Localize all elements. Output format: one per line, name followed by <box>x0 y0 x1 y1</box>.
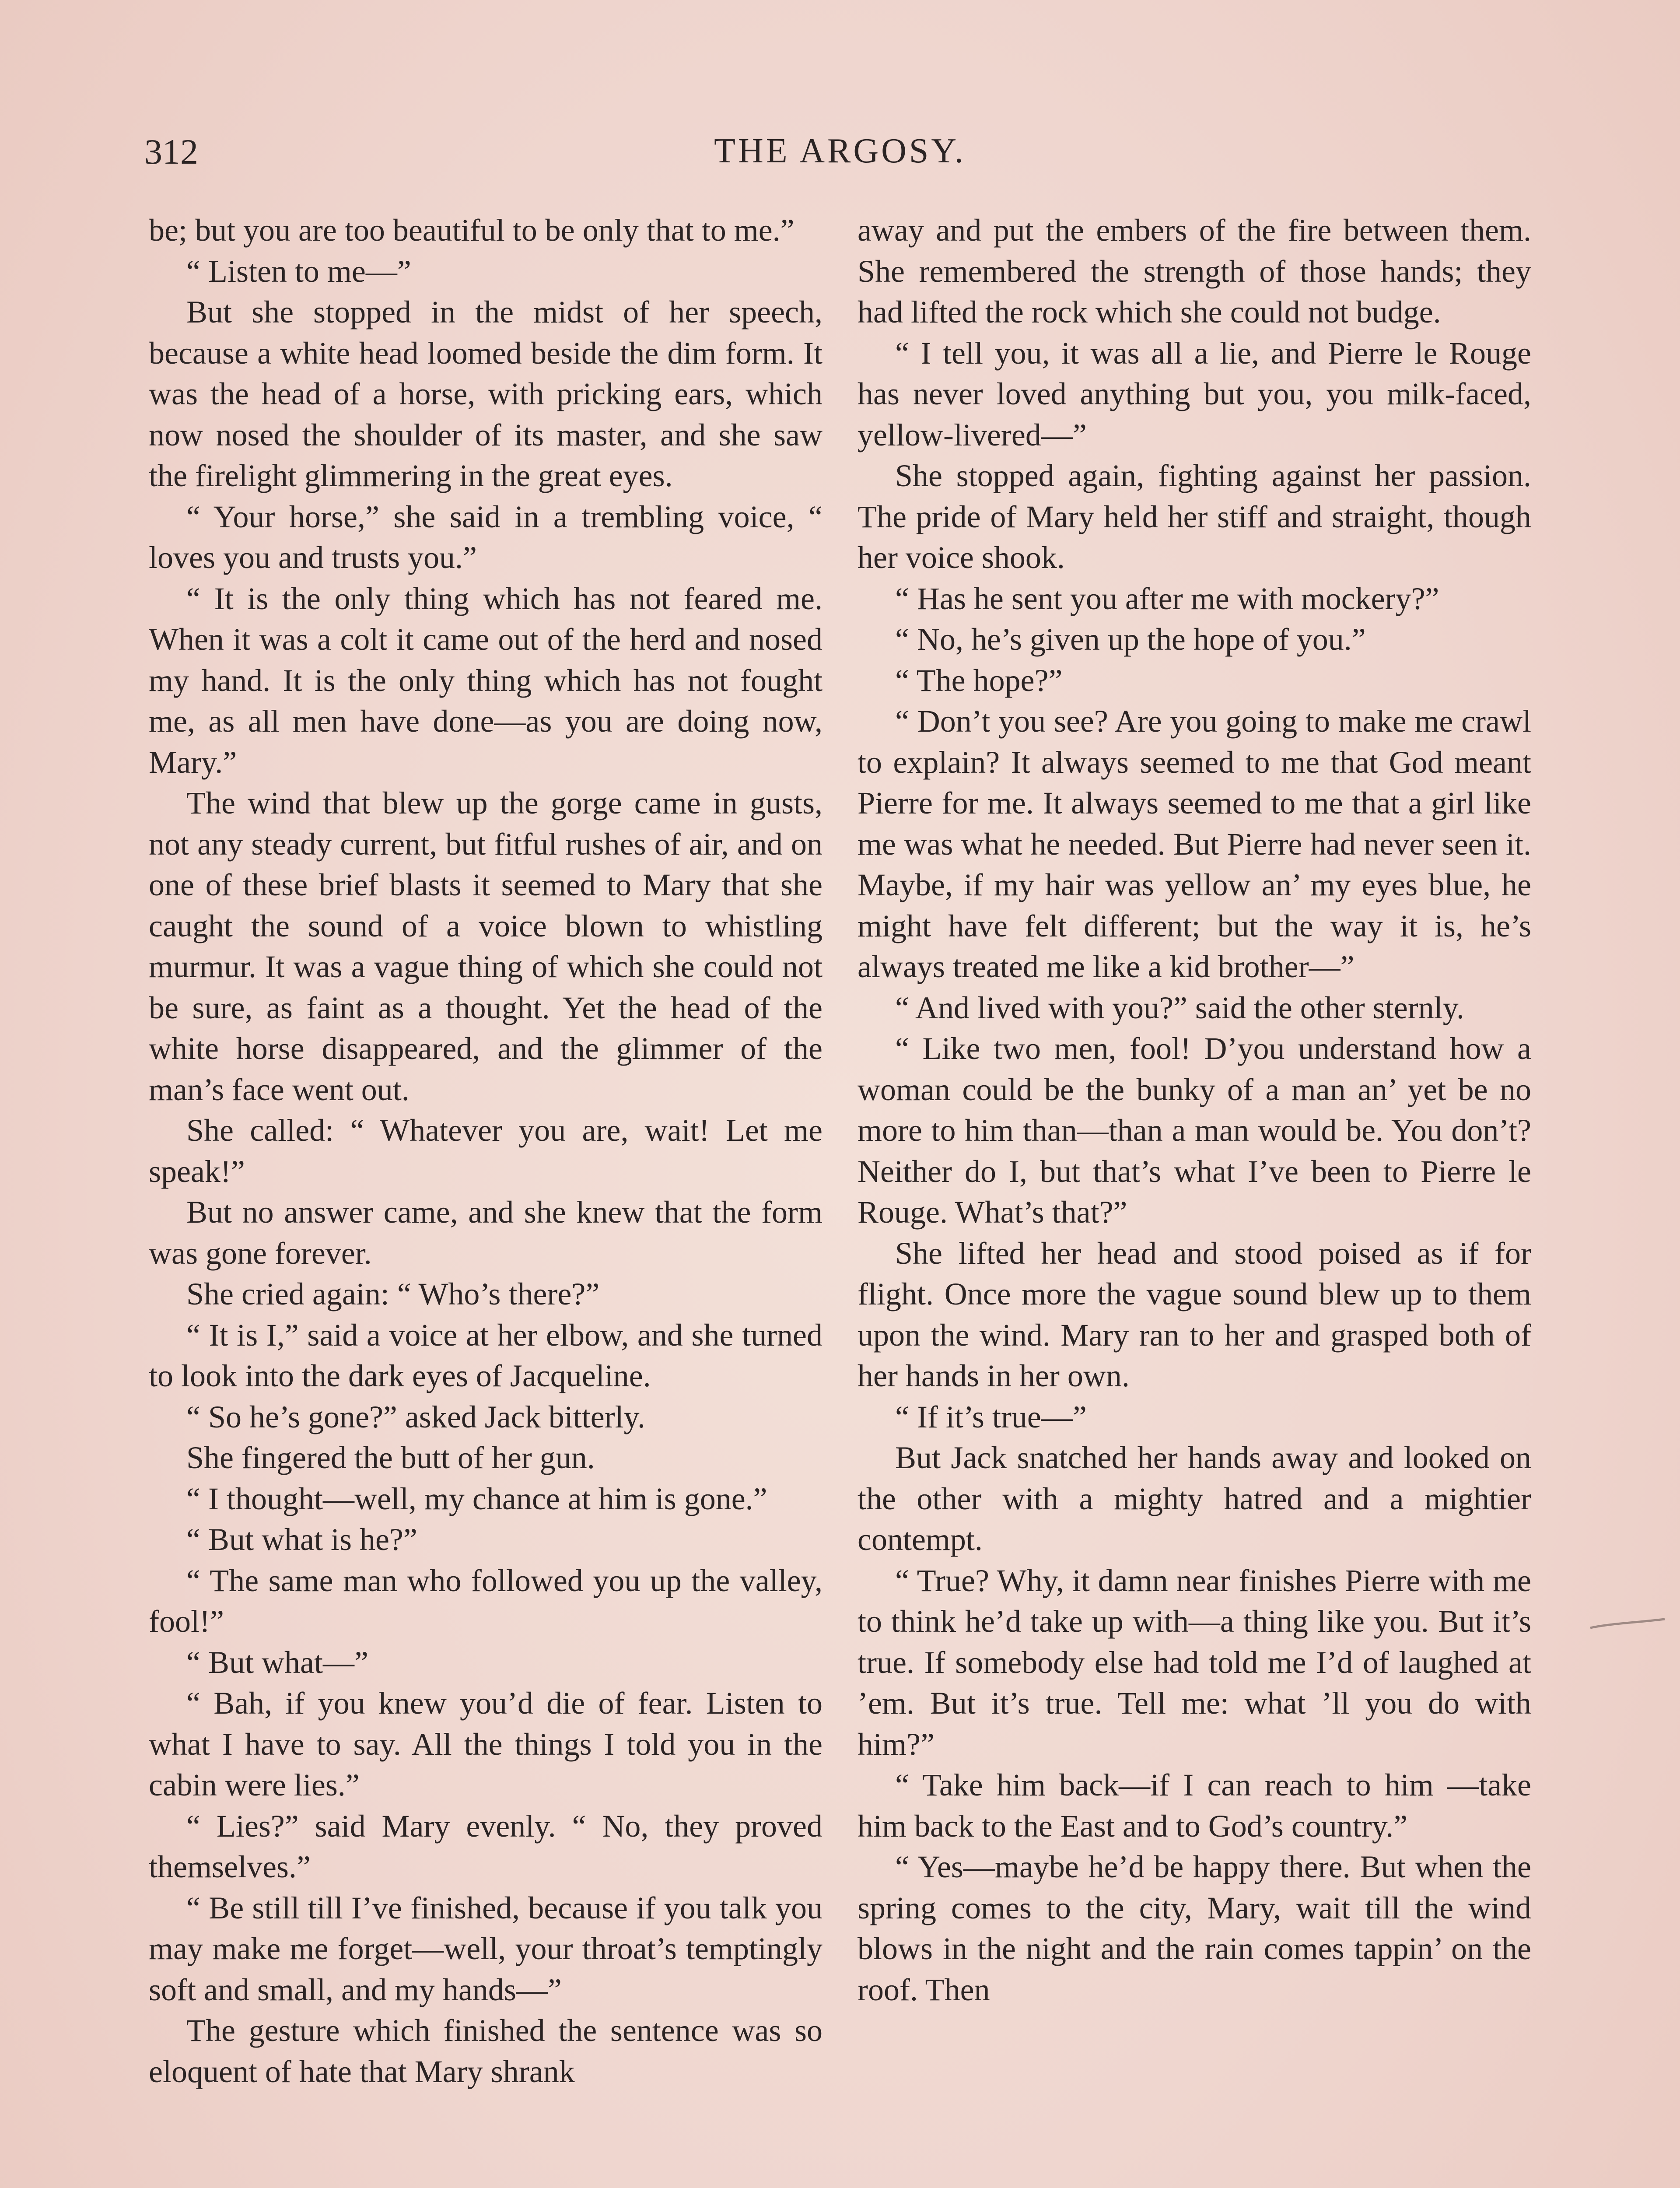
paragraph: “ And lived with you?” said the other sternly. <box>895 990 1465 1025</box>
paragraph: “ Lies?” said Mary evenly. “ No, they proved themselves.” <box>149 1808 822 1884</box>
paragraph: But she stopped in the midst of her speech, because a white head loomed beside the dim form. It was the head of a horse, with pricking ears, which now nosed the shoulder of its master, and she saw the firelight glimmering in the great eyes. <box>149 295 822 493</box>
paragraph: “ Take him back—if I can reach to him —take him back to the East and to God’s country.” <box>858 1767 1531 1844</box>
left-column <box>149 210 822 2092</box>
paragraph: “ Like two men, fool! D’you understand how a woman could be the bunky of a man an’ yet be no more to him than—than a man would be. You don’t? Neither do I, but that’s what I’ve been to Pierre le Rouge. What’s that?” <box>858 1031 1531 1230</box>
paragraph: She cried again: “ Who’s there?” <box>186 1276 600 1311</box>
paragraph: “ Listen to me—” <box>186 253 411 289</box>
paragraph: “ Bah, if you knew you’d die of fear. Listen to what I have to say. All the things I told you in the cabin were lies.” <box>149 1686 822 1802</box>
paragraph: “ It is the only thing which has not feared me. When it was a colt it came out of the herd and nosed my hand. It is the only thing which has not fought me, as all men have done—as you are doing now, Mary.” <box>149 581 822 780</box>
paragraph: “ Has he sent you after me with mockery?” <box>895 581 1439 616</box>
paragraph: She stopped again, fighting against her passion. The pride of Mary held her stiff and straight, though her voice shook. <box>858 458 1531 575</box>
right-column <box>858 210 1531 2010</box>
paragraph: away and put the embers of the fire between them. She remembered the strength of those hands; they had lifted the rock which she could not budge. <box>858 213 1531 330</box>
paragraph: She fingered the butt of her gun. <box>186 1440 595 1475</box>
paragraph: “ But what—” <box>186 1645 368 1680</box>
paragraph: “ The same man who followed you up the valley, fool!” <box>149 1563 822 1639</box>
paragraph: “ Don’t you see? Are you going to make me crawl to explain? It always seemed to me that God meant Pierre for me. It always seemed to me that a girl like me was what he needed. But Pierre had never seen it. Maybe, if my hair was yellow an’ my eyes blue, he might have felt different; but the way it is, he’s always treated me like a kid brother—” <box>858 704 1531 984</box>
paragraph: The gesture which finished the sentence was so eloquent of hate that Mary shrank <box>149 2013 822 2089</box>
paragraph: But Jack snatched her hands away and looked on the other with a mighty hatred and a mightier contempt. <box>858 1440 1531 1557</box>
paragraph: “ No, he’s given up the hope of you.” <box>895 622 1366 657</box>
paragraph: She called: “ Whatever you are, wait! Let me speak!” <box>149 1113 822 1189</box>
paragraph: “ So he’s gone?” asked Jack bitterly. <box>186 1399 645 1434</box>
paragraph: “ Your horse,” she said in a trembling voice, “ loves you and trusts you.” <box>149 499 822 575</box>
paragraph: “ If it’s true—” <box>895 1399 1087 1434</box>
paragraph: “ I thought—well, my chance at him is gone.” <box>186 1481 767 1516</box>
paragraph: “ But what is he?” <box>186 1522 417 1557</box>
paragraph: The wind that blew up the gorge came in gusts, not any steady current, but fitful rushes of air, and on one of these brief blasts it seemed to Mary that she caught the sound of a voice blown to whistling murmur. It was a vague thing of which she could not be sure, as faint as a thought. Yet the head of the white horse disappeared, and the glimmer of the man’s face went out. <box>149 785 822 1107</box>
paragraph: “ Yes—maybe he’d be happy there. But when the spring comes to the city, Mary, wait till the wind blows in the night and the rain comes tappin’ on the roof. Then <box>858 1849 1531 2007</box>
paragraph: But no answer came, and she knew that the form was gone forever. <box>149 1195 822 1271</box>
paragraph: “ It is I,” said a voice at her elbow, and she turned to look into the dark eyes of Jacqueline. <box>149 1317 822 1393</box>
paragraph: be; but you are too beautiful to be only that to me.” <box>149 213 794 248</box>
page-number: 312 <box>144 132 198 172</box>
paragraph: “ I tell you, it was all a lie, and Pierre le Rouge has never loved anything but you, you milk-faced, yellow-livered—” <box>858 335 1531 452</box>
paragraph: “ Be still till I’ve finished, because if you talk you may make me forget—well, your throat’s temptingly soft and small, and my hands—” <box>149 1890 822 2007</box>
page-header <box>144 131 1536 184</box>
margin-scratch-mark <box>1588 1610 1667 1637</box>
paragraph: She lifted her head and stood poised as if for flight. Once more the vague sound blew up to them upon the wind. Mary ran to her and grasped both of her hands in her own. <box>858 1235 1531 1393</box>
running-title: THE ARGOSY. <box>714 132 966 170</box>
paragraph: “ The hope?” <box>895 663 1063 698</box>
paragraph: “ True? Why, it damn near finishes Pierre with me to think he’d take up with—a thing like you. But it’s true. If somebody else had told me I’d of laughed at ’em. But it’s true. Tell me: what ’ll you do with him?” <box>858 1563 1531 1762</box>
